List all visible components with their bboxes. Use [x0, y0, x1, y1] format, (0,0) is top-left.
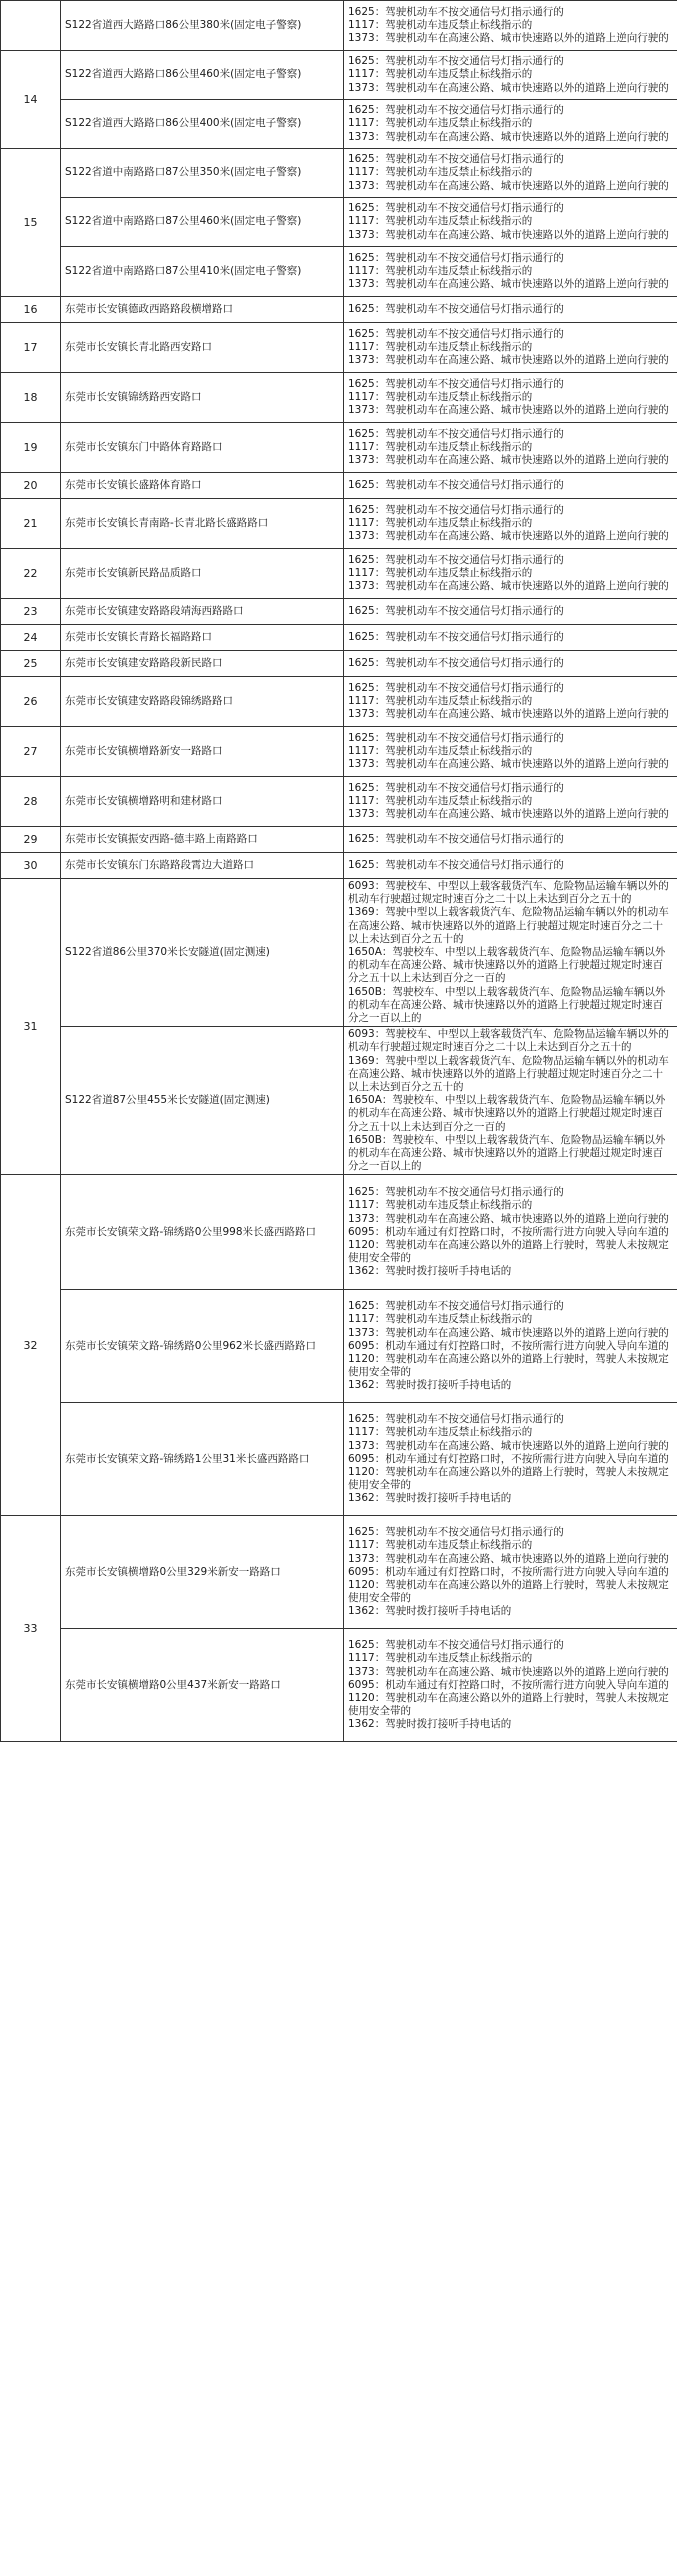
- violations-cell: 1625：驾驶机动车不按交通信号灯指示通行的 1117：驾驶机动车违反禁止标线指示的 1373：驾驶机动车在高速公路、城市快速路以外的道路上逆向行驶的: [344, 1, 677, 51]
- location-cell: 东莞市长安镇长青北路西安路口: [61, 323, 344, 373]
- row-number-cell: 20: [1, 473, 61, 499]
- table-row: [1, 625, 677, 651]
- violations-cell: 1625：驾驶机动车不按交通信号灯指示通行的 1117：驾驶机动车违反禁止标线指示的 1373：驾驶机动车在高速公路、城市快速路以外的道路上逆向行驶的: [344, 777, 677, 827]
- row-number-cell: 21: [1, 499, 61, 549]
- violations-cell: 1625：驾驶机动车不按交通信号灯指示通行的 1117：驾驶机动车违反禁止标线指示的 1373：驾驶机动车在高速公路、城市快速路以外的道路上逆向行驶的: [344, 423, 677, 473]
- table-row: [1, 1175, 677, 1290]
- table-body: [1, 1, 677, 1742]
- location-cell: 东莞市长安镇东门东路路段霄边大道路口: [61, 853, 344, 879]
- row-number-cell: [1, 1, 61, 51]
- violations-cell: 1625：驾驶机动车不按交通信号灯指示通行的: [344, 297, 677, 323]
- row-number-cell: 30: [1, 853, 61, 879]
- violations-cell: 1625：驾驶机动车不按交通信号灯指示通行的 1117：驾驶机动车违反禁止标线指示的 1373：驾驶机动车在高速公路、城市快速路以外的道路上逆向行驶的: [344, 198, 677, 247]
- location-cell: 东莞市长安镇横增路0公里329米新安一路路口: [61, 1516, 344, 1629]
- violations-cell: 1625：驾驶机动车不按交通信号灯指示通行的 1117：驾驶机动车违反禁止标线指示的 1373：驾驶机动车在高速公路、城市快速路以外的道路上逆向行驶的 6095：机动车通过有灯控路口时，不按所需行进方向驶入导向车道的 1120：驾驶机动车在高速公路以外的道路上行驶时，驾驶人未按规定使用安全带的 1362：驾驶时拨打接听手持电话的: [344, 1175, 677, 1290]
- table-row: [1, 549, 677, 599]
- location-cell: 东莞市长安镇横增路0公里437米新安一路路口: [61, 1629, 344, 1742]
- table-row: [1, 149, 677, 198]
- location-cell: S122省道中南路路口87公里460米(固定电子警察): [61, 198, 344, 247]
- location-cell: 东莞市长安镇建安路路段新民路口: [61, 651, 344, 677]
- location-cell: S122省道西大路路口86公里380米(固定电子警察): [61, 1, 344, 51]
- table-row: [1, 373, 677, 423]
- violations-cell: 6093：驾驶校车、中型以上载客载货汽车、危险物品运输车辆以外的机动车行驶超过规定时速百分之二十以上未达到百分之五十的 1369：驾驶中型以上载客载货汽车、危险物品运输车辆以外的机动车在高速公路、城市快速路以外的道路上行驶超过规定时速百分之二十以上未达到百分之五十的 1650A：驾驶校车、中型以上载客载货汽车、危险物品运输车辆以外的机动车在高速公路、城市快速路以外的道路上行驶超过规定时速百分之五十以上未达到百分之一百的 1650B：驾驶校车、中型以上载客载货汽车、危险物品运输车辆以外的机动车在高速公路、城市快速路以外的道路上行驶超过规定时速百分之一百以上的: [344, 879, 677, 1027]
- table-row: [1, 853, 677, 879]
- location-cell: 东莞市长安镇长盛路体育路口: [61, 473, 344, 499]
- location-cell: 东莞市长安镇荣文路-锦绣路0公里962米长盛西路路口: [61, 1290, 344, 1403]
- table-row: [1, 727, 677, 777]
- location-cell: S122省道中南路路口87公里350米(固定电子警察): [61, 149, 344, 198]
- table-row: [1, 677, 677, 727]
- violations-cell: 1625：驾驶机动车不按交通信号灯指示通行的 1117：驾驶机动车违反禁止标线指示的 1373：驾驶机动车在高速公路、城市快速路以外的道路上逆向行驶的 6095：机动车通过有灯控路口时，不按所需行进方向驶入导向车道的 1120：驾驶机动车在高速公路以外的道路上行驶时，驾驶人未按规定使用安全带的 1362：驾驶时拨打接听手持电话的: [344, 1290, 677, 1403]
- table-row: [1, 1290, 677, 1403]
- row-number-cell: 14: [1, 51, 61, 149]
- violations-cell: 1625：驾驶机动车不按交通信号灯指示通行的 1117：驾驶机动车违反禁止标线指示的 1373：驾驶机动车在高速公路、城市快速路以外的道路上逆向行驶的: [344, 727, 677, 777]
- violations-cell: 1625：驾驶机动车不按交通信号灯指示通行的 1117：驾驶机动车违反禁止标线指示的 1373：驾驶机动车在高速公路、城市快速路以外的道路上逆向行驶的 6095：机动车通过有灯控路口时，不按所需行进方向驶入导向车道的 1120：驾驶机动车在高速公路以外的道路上行驶时，驾驶人未按规定使用安全带的 1362：驾驶时拨打接听手持电话的: [344, 1629, 677, 1742]
- table-row: [1, 827, 677, 853]
- table-row: [1, 499, 677, 549]
- table-row: [1, 1629, 677, 1742]
- table-row: [1, 1403, 677, 1516]
- location-cell: 东莞市长安镇新民路品质路口: [61, 549, 344, 599]
- location-cell: 东莞市长安镇锦绣路西安路口: [61, 373, 344, 423]
- row-number-cell: 26: [1, 677, 61, 727]
- violations-cell: 1625：驾驶机动车不按交通信号灯指示通行的 1117：驾驶机动车违反禁止标线指示的 1373：驾驶机动车在高速公路、城市快速路以外的道路上逆向行驶的: [344, 549, 677, 599]
- violations-cell: 6093：驾驶校车、中型以上载客载货汽车、危险物品运输车辆以外的机动车行驶超过规定时速百分之二十以上未达到百分之五十的 1369：驾驶中型以上载客载货汽车、危险物品运输车辆以外的机动车在高速公路、城市快速路以外的道路上行驶超过规定时速百分之二十以上未达到百分之五十的 1650A：驾驶校车、中型以上载客载货汽车、危险物品运输车辆以外的机动车在高速公路、城市快速路以外的道路上行驶超过规定时速百分之五十以上未达到百分之一百的 1650B：驾驶校车、中型以上载客载货汽车、危险物品运输车辆以外的机动车在高速公路、城市快速路以外的道路上行驶超过规定时速百分之一百以上的: [344, 1027, 677, 1175]
- row-number-cell: 24: [1, 625, 61, 651]
- location-cell: S122省道86公里370米长安隧道(固定测速): [61, 879, 344, 1027]
- location-cell: 东莞市长安镇德政西路路段横增路口: [61, 297, 344, 323]
- table-row: [1, 100, 677, 149]
- row-number-cell: 18: [1, 373, 61, 423]
- row-number-cell: 17: [1, 323, 61, 373]
- table-row: [1, 51, 677, 100]
- table-row: [1, 1516, 677, 1629]
- row-number-cell: 22: [1, 549, 61, 599]
- violations-cell: 1625：驾驶机动车不按交通信号灯指示通行的: [344, 651, 677, 677]
- violations-cell: 1625：驾驶机动车不按交通信号灯指示通行的: [344, 599, 677, 625]
- table-row: [1, 599, 677, 625]
- location-cell: 东莞市长安镇长青南路-长青北路长盛路路口: [61, 499, 344, 549]
- location-cell: S122省道中南路路口87公里410米(固定电子警察): [61, 247, 344, 297]
- violations-cell: 1625：驾驶机动车不按交通信号灯指示通行的 1117：驾驶机动车违反禁止标线指示的 1373：驾驶机动车在高速公路、城市快速路以外的道路上逆向行驶的: [344, 323, 677, 373]
- violations-cell: 1625：驾驶机动车不按交通信号灯指示通行的 1117：驾驶机动车违反禁止标线指示的 1373：驾驶机动车在高速公路、城市快速路以外的道路上逆向行驶的: [344, 149, 677, 198]
- table-row: [1, 1027, 677, 1175]
- table-row: [1, 473, 677, 499]
- location-cell: 东莞市长安镇东门中路体育路路口: [61, 423, 344, 473]
- row-number-cell: 32: [1, 1175, 61, 1516]
- location-cell: 东莞市长安镇横增路新安一路路口: [61, 727, 344, 777]
- row-number-cell: 16: [1, 297, 61, 323]
- violations-cell: 1625：驾驶机动车不按交通信号灯指示通行的 1117：驾驶机动车违反禁止标线指示的 1373：驾驶机动车在高速公路、城市快速路以外的道路上逆向行驶的: [344, 51, 677, 100]
- table-row: [1, 1, 677, 51]
- row-number-cell: 25: [1, 651, 61, 677]
- location-cell: 东莞市长安镇建安路路段锦绣路路口: [61, 677, 344, 727]
- row-number-cell: 28: [1, 777, 61, 827]
- table-row: [1, 879, 677, 1027]
- location-cell: S122省道西大路路口86公里400米(固定电子警察): [61, 100, 344, 149]
- violations-cell: 1625：驾驶机动车不按交通信号灯指示通行的 1117：驾驶机动车违反禁止标线指示的 1373：驾驶机动车在高速公路、城市快速路以外的道路上逆向行驶的: [344, 100, 677, 149]
- violations-cell: 1625：驾驶机动车不按交通信号灯指示通行的 1117：驾驶机动车违反禁止标线指示的 1373：驾驶机动车在高速公路、城市快速路以外的道路上逆向行驶的: [344, 499, 677, 549]
- violations-cell: 1625：驾驶机动车不按交通信号灯指示通行的 1117：驾驶机动车违反禁止标线指示的 1373：驾驶机动车在高速公路、城市快速路以外的道路上逆向行驶的: [344, 247, 677, 297]
- row-number-cell: 19: [1, 423, 61, 473]
- location-cell: 东莞市长安镇横增路明和建材路口: [61, 777, 344, 827]
- location-cell: 东莞市长安镇振安西路-德丰路上南路路口: [61, 827, 344, 853]
- row-number-cell: 33: [1, 1516, 61, 1742]
- row-number-cell: 15: [1, 149, 61, 297]
- violations-cell: 1625：驾驶机动车不按交通信号灯指示通行的: [344, 853, 677, 879]
- location-cell: 东莞市长安镇荣文路-锦绣路0公里998米长盛西路路口: [61, 1175, 344, 1290]
- table-row: [1, 777, 677, 827]
- table-row: [1, 297, 677, 323]
- violations-cell: 1625：驾驶机动车不按交通信号灯指示通行的 1117：驾驶机动车违反禁止标线指示的 1373：驾驶机动车在高速公路、城市快速路以外的道路上逆向行驶的 6095：机动车通过有灯控路口时，不按所需行进方向驶入导向车道的 1120：驾驶机动车在高速公路以外的道路上行驶时，驾驶人未按规定使用安全带的 1362：驾驶时拨打接听手持电话的: [344, 1516, 677, 1629]
- table-row: [1, 198, 677, 247]
- table-row: [1, 247, 677, 297]
- table-row: [1, 323, 677, 373]
- table-row: [1, 651, 677, 677]
- violations-cell: 1625：驾驶机动车不按交通信号灯指示通行的 1117：驾驶机动车违反禁止标线指示的 1373：驾驶机动车在高速公路、城市快速路以外的道路上逆向行驶的: [344, 677, 677, 727]
- row-number-cell: 29: [1, 827, 61, 853]
- violations-cell: 1625：驾驶机动车不按交通信号灯指示通行的 1117：驾驶机动车违反禁止标线指示的 1373：驾驶机动车在高速公路、城市快速路以外的道路上逆向行驶的: [344, 373, 677, 423]
- row-number-cell: 31: [1, 879, 61, 1175]
- row-number-cell: 23: [1, 599, 61, 625]
- location-cell: S122省道西大路路口86公里460米(固定电子警察): [61, 51, 344, 100]
- location-cell: 东莞市长安镇长青路长福路路口: [61, 625, 344, 651]
- violations-cell: 1625：驾驶机动车不按交通信号灯指示通行的: [344, 827, 677, 853]
- location-cell: 东莞市长安镇建安路路段靖海西路路口: [61, 599, 344, 625]
- location-cell: S122省道87公里455米长安隧道(固定测速): [61, 1027, 344, 1175]
- row-number-cell: 27: [1, 727, 61, 777]
- violations-cell: 1625：驾驶机动车不按交通信号灯指示通行的 1117：驾驶机动车违反禁止标线指示的 1373：驾驶机动车在高速公路、城市快速路以外的道路上逆向行驶的 6095：机动车通过有灯控路口时，不按所需行进方向驶入导向车道的 1120：驾驶机动车在高速公路以外的道路上行驶时，驾驶人未按规定使用安全带的 1362：驾驶时拨打接听手持电话的: [344, 1403, 677, 1516]
- table-row: [1, 423, 677, 473]
- violations-cell: 1625：驾驶机动车不按交通信号灯指示通行的: [344, 473, 677, 499]
- location-cell: 东莞市长安镇荣文路-锦绣路1公里31米长盛西路路口: [61, 1403, 344, 1516]
- violations-cell: 1625：驾驶机动车不按交通信号灯指示通行的: [344, 625, 677, 651]
